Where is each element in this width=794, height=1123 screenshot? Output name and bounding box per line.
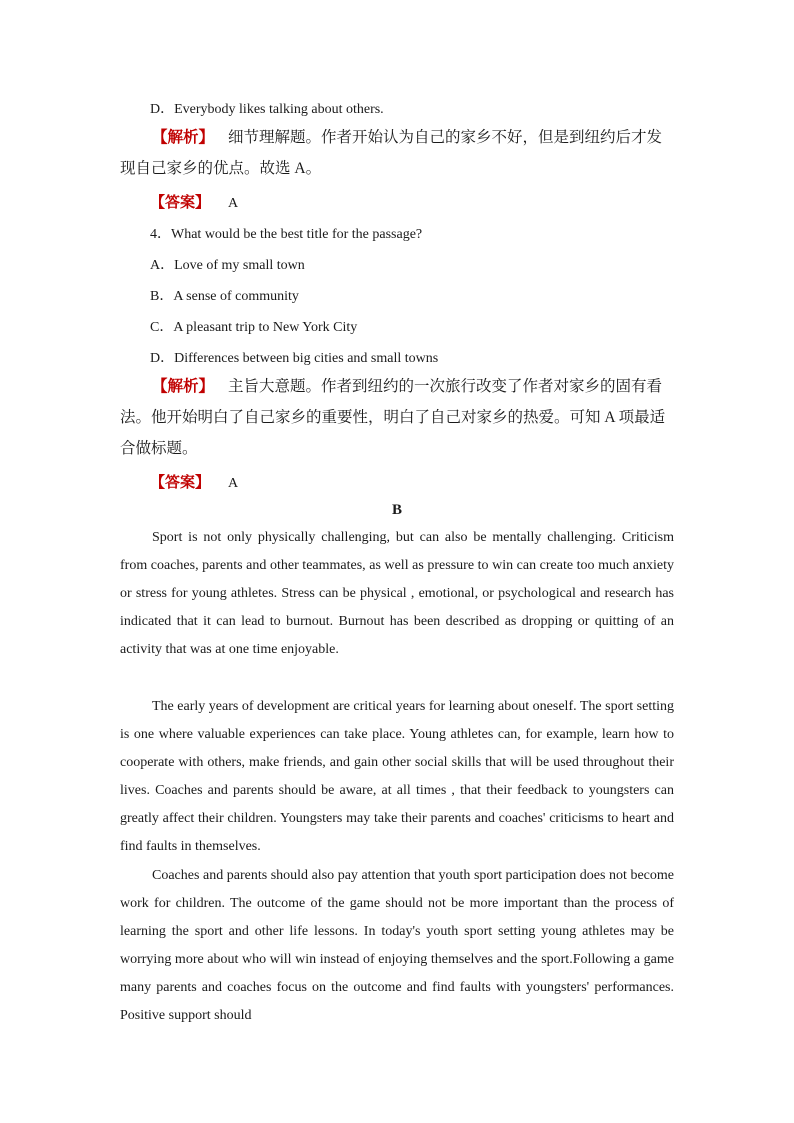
q4-option-c: C．A pleasant trip to New York City	[150, 320, 358, 335]
section-heading: B	[391, 502, 402, 518]
q4-question: 4．What would be the best title for the passage?	[150, 227, 423, 242]
q4-answer-value: A	[228, 476, 239, 491]
q4-analysis	[120, 371, 676, 464]
passage-paragraph-2: The early years of development are critical years for learning about oneself. The sport setting is one where valuable experiences can take place. Young athletes can, for example, learn how to cooperate with others, make friends, and gain other social skills that will be used throughout their lives. Coaches and parents should be aware, at all times , that their feedback to youngsters can greatly affect their children. Youngsters may take their parents and coaches' criticisms to heart and find faults in themselves.	[120, 699, 674, 854]
q3-option-d: D．Everybody likes talking about others.	[150, 102, 384, 117]
q4-answer	[150, 471, 238, 492]
q4-option-d: D．Differences between big cities and small towns	[150, 351, 439, 366]
passage-paragraph-3: Coaches and parents should also pay attention that youth sport participation does not become work for children. The outcome of the game should not be more important than the process of learning the sport and other life lessons. In today's youth sport setting young athletes may be worrying more about who will win instead of enjoying themselves and the sport.Following a game many parents and coaches focus on the outcome and find faults with youngsters' performances. Positive support should	[120, 868, 674, 1023]
q4-answer-label: 【答案】	[150, 475, 211, 491]
q3-analysis-label: 【解析】	[152, 129, 215, 146]
q3-answer-value: A	[228, 196, 239, 211]
q4-analysis-text: 主旨大意题。作者到纽约的一次旅行改变了作者对家乡的固有看法。他开始明白了自己家乡的重要性，明白了自己对家乡的热爱。可知 A 项最适合做标题。	[120, 378, 666, 457]
q3-answer	[150, 191, 238, 212]
passage-paragraph-1: Sport is not only physically challenging, but can also be mentally challenging. Criticism from coaches, parents and other teammates, as well as pressure to win can create too much anxiety or stress for young athletes. Stress can be physical , emotional, or psychological and research has indicated that it can lead to burnout. Burnout has been described as dropping or quitting of an activity that was at one time enjoyable.	[120, 530, 674, 657]
q3-analysis	[120, 122, 676, 184]
q4-option-a: A．Love of my small town	[150, 258, 305, 273]
q4-analysis-label: 【解析】	[152, 378, 215, 395]
q3-answer-label: 【答案】	[150, 195, 211, 211]
q4-option-b: B．A sense of community	[150, 289, 299, 304]
q3-analysis-text: 细节理解题。作者开始认为自己的家乡不好，但是到纽约后才发现自己家乡的优点。故选 A。	[120, 129, 663, 177]
